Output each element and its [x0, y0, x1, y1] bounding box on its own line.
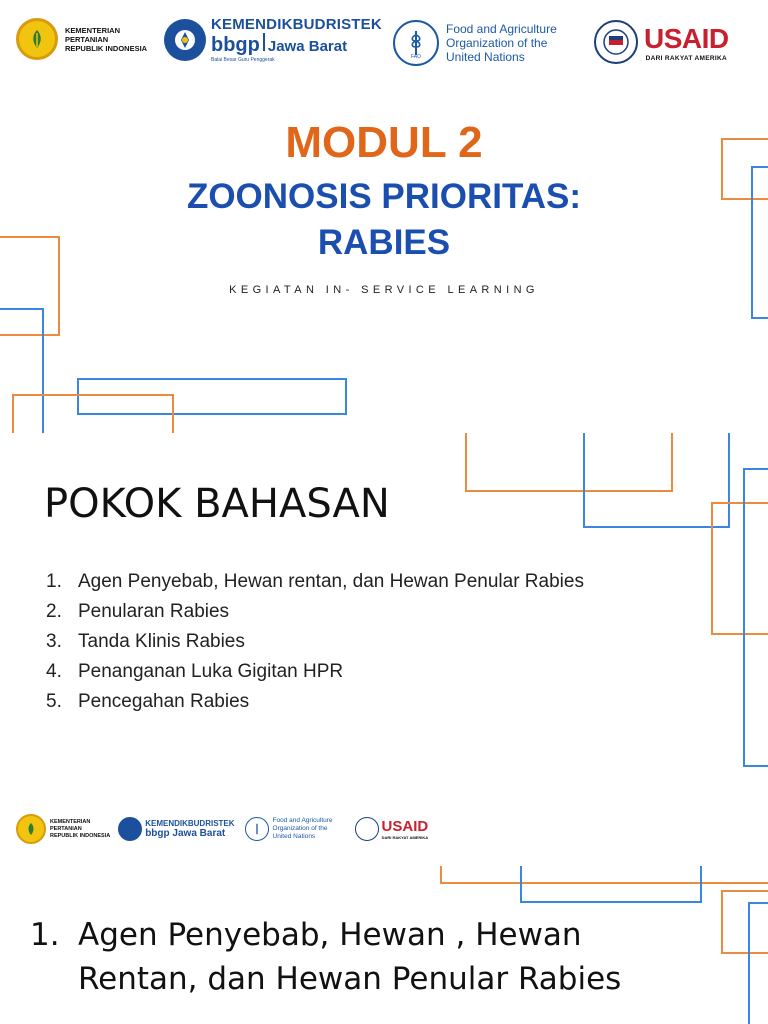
region-text: Jawa Barat — [172, 828, 226, 839]
module-title — [100, 174, 668, 266]
kemendikbud-title: KEMENDIKBUDRISTEK — [211, 16, 382, 33]
kemendikbud-title: KEMENDIKBUDRISTEK — [145, 819, 235, 828]
overview-heading: POKOK BAHASAN — [44, 481, 390, 527]
module-title-line2: RABIES — [317, 223, 451, 262]
topic-item: 1. Agen Penyebab, Hewan rentan, dan Hewan Penular Rabies — [46, 571, 584, 592]
kementan-logo — [16, 18, 147, 60]
section-number: 1. — [30, 917, 60, 953]
usaid-seal-icon — [594, 20, 638, 64]
fao-text: Food and Agriculture Organization of the United Nations — [446, 22, 557, 64]
topic-item: 2. Penularan Rabies — [46, 601, 230, 622]
topic-list — [46, 567, 606, 717]
small-logo-bar — [16, 811, 456, 847]
blue-frame — [751, 166, 768, 319]
fao-wheat-icon — [393, 20, 439, 66]
kementan-text: KEMENTERIAN PERTANIAN REPUBLIK INDONESIA — [50, 818, 111, 839]
blue-frame — [520, 866, 702, 903]
fao-logo — [393, 20, 557, 66]
usaid-name: USAID — [381, 818, 429, 835]
topic-item: 3. Tanda Klinis Rabies — [46, 631, 245, 652]
section-title-text: Agen Penyebab, Hewan , Hewan Rentan, dan Hewan Penular Rabies — [78, 917, 622, 997]
cover-page — [0, 0, 768, 433]
bbgp-tagline: Balai Besar Guru Penggerak — [211, 57, 275, 63]
region-text: Jawa Barat — [267, 38, 348, 55]
topic-item: 4. Penanganan Luka Gigitan HPR — [46, 661, 344, 682]
fao-emblem-text: FAO — [410, 54, 422, 59]
blue-frame — [583, 433, 730, 528]
logo-bar — [0, 0, 768, 88]
usaid-logo — [594, 20, 729, 64]
kementan-text: KEMENTERIAN PERTANIAN REPUBLIK INDONESIA — [65, 25, 148, 53]
overview-page — [0, 433, 768, 866]
orange-frame — [12, 394, 174, 433]
tut-wuri-emblem-icon — [118, 817, 142, 841]
usaid-name: USAID — [644, 22, 729, 54]
bbgp-text: bbgp — [145, 828, 170, 839]
kementan-emblem-icon — [16, 18, 58, 60]
usaid-tagline: DARI RAKYAT AMERIKA — [645, 54, 727, 62]
kementan-emblem-icon — [16, 814, 46, 844]
blue-frame — [748, 902, 768, 1024]
tut-wuri-emblem-icon — [164, 19, 206, 61]
fao-text: Food and Agriculture Organization of the United Nations — [272, 817, 333, 840]
blue-frame — [743, 468, 768, 767]
fao-wheat-icon — [245, 817, 269, 841]
topic-item: 5. Pencegahan Rabies — [46, 691, 250, 712]
module-title-line1: ZOONOSIS PRIORITAS: — [186, 177, 582, 216]
kemendikbud-logo — [164, 16, 382, 63]
module-number: MODUL 2 — [285, 118, 483, 167]
logo-divider — [263, 33, 265, 51]
bbgp-text: bbgp — [211, 34, 260, 56]
section-page — [0, 866, 768, 1024]
usaid-seal-icon — [355, 817, 379, 841]
usaid-tagline: DARI RAKYAT AMERIKA — [381, 835, 429, 840]
module-subtitle: KEGIATAN IN- SERVICE LEARNING — [229, 284, 539, 296]
section-title — [30, 913, 690, 1001]
